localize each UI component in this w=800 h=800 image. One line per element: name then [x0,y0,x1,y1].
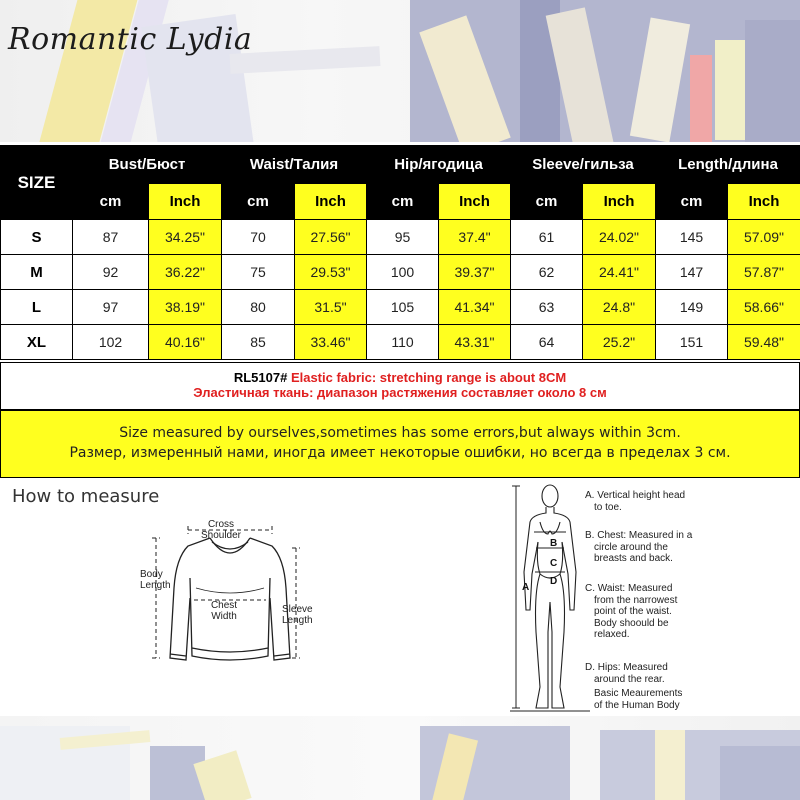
inch-cell: 34.25" [149,220,222,255]
cm-cell: 147 [656,255,728,290]
inch-cell: 38.19" [149,290,222,325]
unit-inch-header: Inch [583,184,656,220]
unit-cm-header: cm [73,184,149,220]
measurement-disclaimer [0,410,800,478]
waist-header: Waist/Талия [222,146,367,184]
basic-measurements-caption: Basic Meaurements of the Human Body [594,688,683,711]
inch-cell: 57.87" [728,255,800,290]
how-to-measure-title: How to measure [12,486,160,507]
letter-b: B [550,538,558,549]
cm-cell: 85 [222,325,295,360]
table-row [1,290,800,325]
bust-header: Bust/Бюст [73,146,222,184]
fabric-background-bottom [0,716,800,800]
chest-width-label: Chest Width [210,600,238,622]
length-header: Length/длина [656,146,800,184]
body-length-label: Body Length [140,569,171,591]
inch-cell: 27.56" [295,220,367,255]
cm-cell: 64 [511,325,583,360]
unit-cm-header: cm [511,184,583,220]
cm-cell: 87 [73,220,149,255]
unit-cm-header: cm [222,184,295,220]
unit-inch-header: Inch [439,184,511,220]
brand-logo: Romantic Lydia [8,22,253,57]
how-to-measure-panel [0,478,800,718]
inch-cell: 57.09" [728,220,800,255]
disclaimer-ru: Размер, измеренный нами, иногда имеет некоторые ошибки, но всегда в пределах 3 см. [69,445,731,461]
letter-a: A [522,582,530,593]
inch-cell: 43.31" [439,325,511,360]
cm-cell: 95 [367,220,439,255]
cm-cell: 80 [222,290,295,325]
inch-cell: 24.02" [583,220,656,255]
description-hips: D. Hips: Measured around the rear. [585,662,668,685]
cm-cell: 75 [222,255,295,290]
unit-inch-header: Inch [728,184,800,220]
cm-cell: 110 [367,325,439,360]
cm-cell: 63 [511,290,583,325]
cm-cell: 149 [656,290,728,325]
product-code: RL5107# [233,370,288,385]
fabric-note [0,362,800,410]
inch-cell: 58.66" [728,290,800,325]
inch-cell: 39.37" [439,255,511,290]
table-row [1,325,800,360]
disclaimer-en: Size measured by ourselves,sometimes has some errors,but always within 3cm. [119,425,681,441]
size-cell: L [1,290,73,325]
letter-c: C [550,558,558,569]
unit-cm-header: cm [656,184,728,220]
human-body-diagram [510,482,590,714]
size-column-header: SIZE [1,146,73,220]
letter-d: D [550,576,558,587]
cm-cell: 61 [511,220,583,255]
table-row [1,255,800,290]
cm-cell: 100 [367,255,439,290]
cm-cell: 145 [656,220,728,255]
inch-cell: 25.2" [583,325,656,360]
cm-cell: 70 [222,220,295,255]
elastic-note-ru: Эластичная ткань: диапазон растяжения составляет около 8 см [193,385,607,400]
sleeve-header: Sleeve/гильза [511,146,656,184]
description-chest: B. Chest: Measured in a circle around the breasts and back. [585,530,693,564]
inch-cell: 31.5" [295,290,367,325]
inch-cell: 29.53" [295,255,367,290]
description-height: A. Vertical height head to toe. [585,490,686,513]
elastic-note-en: Elastic fabric: stretching range is about 8CM [290,370,567,385]
cm-cell: 92 [73,255,149,290]
unit-cm-header: cm [367,184,439,220]
unit-inch-header: Inch [149,184,222,220]
cross-shoulder-label: Cross Shoulder [200,519,242,541]
sleeve-length-label: Sleeve Length [282,604,313,626]
inch-cell: 41.34" [439,290,511,325]
cm-cell: 97 [73,290,149,325]
description-waist: C. Waist: Measured from the narrowest point of the waist. Body shoould be relaxed. [585,583,678,640]
table-row [1,220,800,255]
inch-cell: 37.4" [439,220,511,255]
size-cell: M [1,255,73,290]
inch-cell: 36.22" [149,255,222,290]
inch-cell: 40.16" [149,325,222,360]
cm-cell: 151 [656,325,728,360]
cm-cell: 102 [73,325,149,360]
inch-cell: 24.8" [583,290,656,325]
size-cell: XL [1,325,73,360]
cm-cell: 105 [367,290,439,325]
inch-cell: 24.41" [583,255,656,290]
size-cell: S [1,220,73,255]
size-chart-table [0,145,800,360]
inch-cell: 33.46" [295,325,367,360]
inch-cell: 59.48" [728,325,800,360]
hip-header: Hip/ягодица [367,146,511,184]
unit-inch-header: Inch [295,184,367,220]
cm-cell: 62 [511,255,583,290]
